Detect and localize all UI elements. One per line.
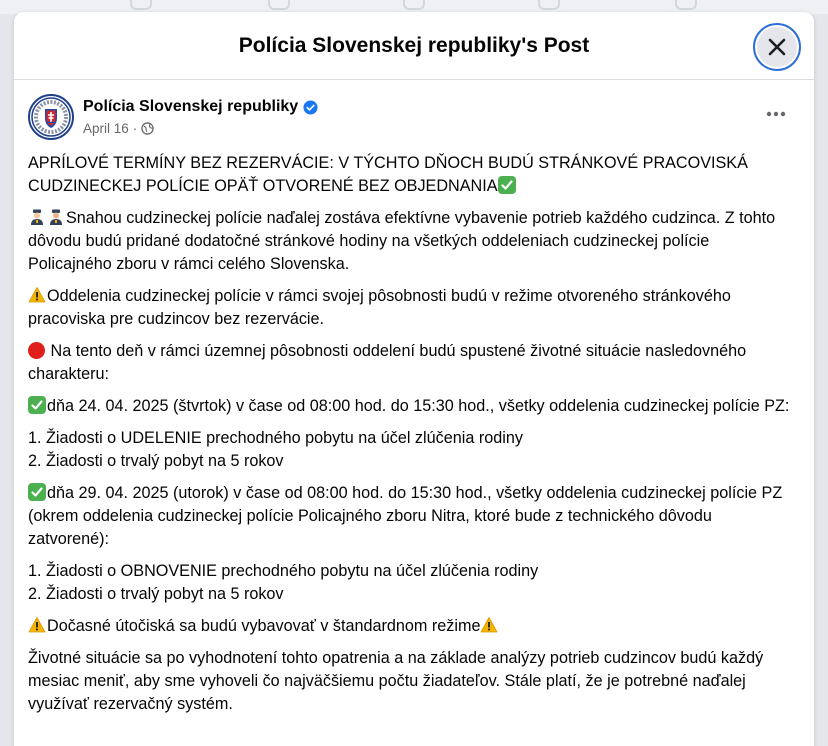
day-2-text: dňa 29. 04. 2025 (utorok) v čase od 08:00 hod. do 15:30 hod., všetky oddelenia cudzineckej polície PZ (okrem oddelenia cudzineckej polície Policajného zboru Nitra, ktoré bude z technického dôvodu zatvorené): <box>28 484 783 548</box>
meta-separator: · <box>132 121 138 136</box>
post-meta <box>83 121 318 136</box>
close-button[interactable] <box>753 23 801 71</box>
police-officer-emoji-icon-2 <box>47 208 65 226</box>
paragraph-5-text: Životné situácie sa po vyhodnotení tohto opatrenia a na základe analýzy potrieb cudzincov budú každý mesiac meniť, aby sme vyhoveli čo najväčšiemu počtu žiadateľov. Stále platí, že je potrebné naďalej využívať rezervačný systém. <box>28 649 764 713</box>
day-2-item-2: 2. Žiadosti o trvalý pobyt na 5 rokov <box>28 585 284 603</box>
post-date[interactable]: April 16 <box>83 121 129 136</box>
globe-icon <box>141 122 154 135</box>
more-horizontal-icon <box>766 111 786 117</box>
warning-emoji-icon <box>28 286 46 304</box>
day-2-paragraph <box>28 482 792 551</box>
paragraph-1-text: Snahou cudzineckej polície naďalej zostáva efektívne vybavenie potrieb každého cudzinca. Z tohto dôvodu budú pridané dodatočné stránkové hodiny na všetkých oddeleniach cudzineckej polície Policajného zboru v rámci celého Slovenska. <box>28 209 776 273</box>
verified-badge-icon <box>303 100 318 115</box>
police-emblem-icon <box>31 97 71 137</box>
post <box>14 80 814 716</box>
paragraph-4 <box>28 615 792 638</box>
day-1-paragraph <box>28 395 792 418</box>
day-1-item-1: 1. Žiadosti o UDELENIE prechodného pobytu na účel zlúčenia rodiny <box>28 429 523 447</box>
author-block <box>83 94 318 136</box>
background-video-icon <box>268 0 290 10</box>
paragraph-1 <box>28 207 792 276</box>
paragraph-2-text: Oddelenia cudzineckej polície v rámci svojej pôsobnosti budú v režime otvoreného stránkového pracoviska pre cudzincov bez rezervácie. <box>28 287 731 328</box>
police-officer-emoji-icon <box>28 208 46 226</box>
headline-text: APRÍLOVÉ TERMÍNY BEZ REZERVÁCIE: V TÝCHTO DŇOCH BUDÚ STRÁNKOVÉ PRACOVISKÁ CUDZINECKEJ POLÍCIE OPÄŤ OTVORENÉ BEZ OBJEDNANIA <box>28 154 748 195</box>
check-mark-emoji-icon-2 <box>28 396 46 414</box>
modal-title: Polícia Slovenskej republiky's Post <box>238 33 590 57</box>
paragraph-5 <box>28 647 792 716</box>
author-row <box>83 98 318 116</box>
day-2-list <box>28 560 792 606</box>
background-marketplace-icon <box>403 0 425 10</box>
paragraph-4-text: Dočasné útočiská sa budú vybavovať v štandardnom režime <box>47 617 481 635</box>
check-mark-emoji-icon-3 <box>28 483 46 501</box>
post-body <box>28 152 798 716</box>
avatar[interactable] <box>28 94 74 140</box>
background-groups-icon <box>538 0 560 10</box>
author-name[interactable]: Polícia Slovenskej republiky <box>83 98 299 115</box>
post-headline <box>28 152 792 198</box>
modal-header <box>14 12 814 80</box>
check-mark-emoji-icon <box>498 176 516 194</box>
red-circle-emoji-icon <box>28 342 45 359</box>
paragraph-3-text: Na tento deň v rámci územnej pôsobnosti oddelení budú spustené životné situácie nasledovného charakteru: <box>28 342 747 383</box>
post-header <box>28 94 798 140</box>
post-modal <box>14 12 814 746</box>
warning-emoji-icon-3 <box>480 616 498 634</box>
day-1-list <box>28 427 792 473</box>
background-gaming-icon <box>675 0 697 10</box>
close-icon <box>768 38 786 56</box>
paragraph-2 <box>28 285 792 331</box>
day-2-item-1: 1. Žiadosti o OBNOVENIE prechodného pobytu na účel zlúčenia rodiny <box>28 562 539 580</box>
warning-emoji-icon-2 <box>28 616 46 634</box>
background-home-icon <box>130 0 152 10</box>
day-1-item-2: 2. Žiadosti o trvalý pobyt na 5 rokov <box>28 452 284 470</box>
day-1-text: dňa 24. 04. 2025 (štvrtok) v čase od 08:00 hod. do 15:30 hod., všetky oddelenia cudzineckej polície PZ: <box>47 397 790 415</box>
more-options-button[interactable] <box>758 96 794 132</box>
paragraph-3 <box>28 340 792 386</box>
